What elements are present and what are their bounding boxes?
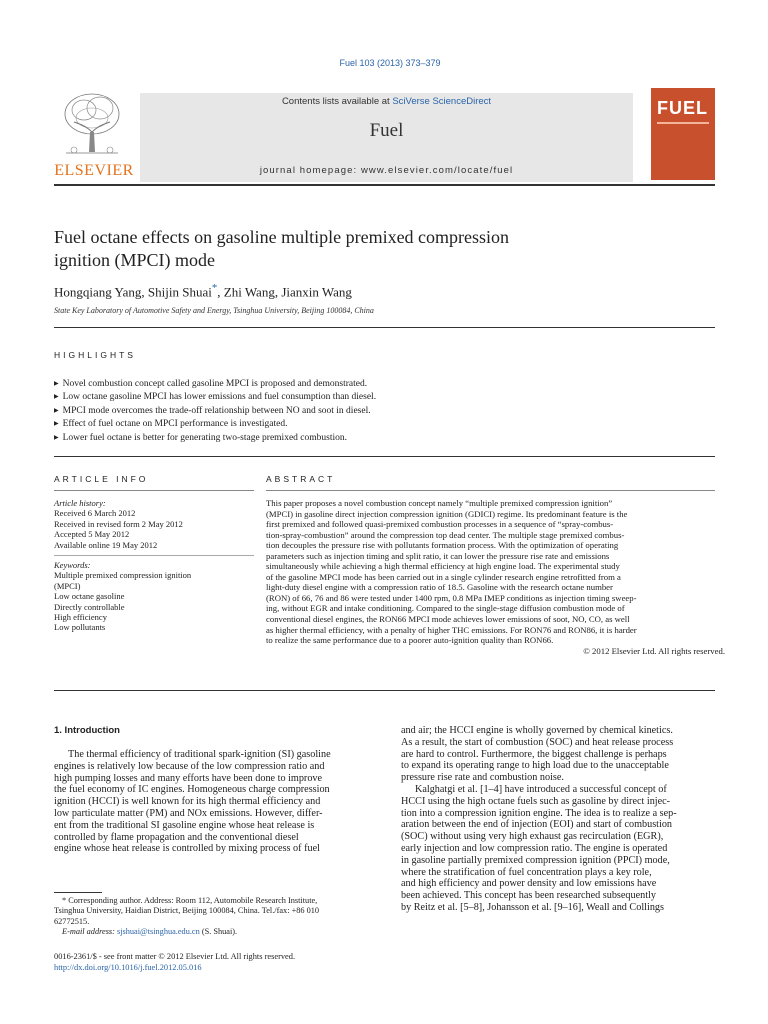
abstract-rule (266, 490, 715, 491)
intro-right-column (401, 725, 726, 914)
highlight-item: ▶ Low octane gasoline MPCI has lower emissions and fuel consumption than diesel. (54, 391, 376, 404)
abstract-heading: ABSTRACT (266, 474, 336, 484)
history-received: Received 6 March 2012 (54, 508, 136, 519)
keywords-label: Keywords: (54, 560, 91, 571)
keyword-item: High efficiency (54, 612, 107, 623)
footnote-line: * Corresponding author. Address: Room 112, Automobile Research Institute, (62, 896, 318, 905)
title-rule (54, 327, 715, 328)
abstract-line: of the gasoline MPCI mode has been carried out in a single cylinder research engine retrofitted from a (266, 571, 621, 582)
article-info (54, 498, 254, 633)
abstract-body (266, 498, 725, 656)
paragraph-line: controlled by flame propagation and the conventional diesel (54, 831, 299, 843)
highlights-heading: HIGHLIGHTS (54, 350, 136, 360)
paragraph-line: low particulate matter (PM) and NOx emissions. However, differ- (54, 807, 323, 819)
footnote-line: Tsinghua University, Haidian District, Beijing 100084, China. Tel./fax: +86 010 (54, 906, 320, 916)
abstract-line: tion decouples the pressure rise with pollutants formation process. With the optimization of operating (266, 540, 619, 551)
paragraph-line: pressure rise rate and combustion noise. (401, 772, 564, 784)
paragraph-line: Kalghatgi et al. [1–4] have introduced a successful concept of (415, 783, 667, 795)
elsevier-tree-icon (62, 92, 122, 158)
sciencedirect-link[interactable]: SciVerse ScienceDirect (392, 96, 492, 107)
affiliation: State Key Laboratory of Automotive Safety and Energy, Tsinghua University, Beijing 100084, China (54, 306, 374, 315)
keyword-item: Directly controllable (54, 601, 125, 612)
doi-link[interactable]: http://dx.doi.org/10.1016/j.fuel.2012.05.016 (54, 962, 202, 972)
abstract-line: light-duty diesel engine with a compression ratio of 18.5. Gasoline with the research octane number (266, 582, 613, 593)
intro-left-column (54, 749, 379, 855)
abstract-line: simultaneously while achieving a high thermal efficiency at high engine load. The experimental study (266, 561, 620, 572)
front-matter-rule (54, 690, 715, 691)
title-line-2: ignition (MPCI) mode (54, 250, 215, 270)
abstract-line: (MPCI) in gasoline direct injection compression ignition (GDICI) regime. Its predominant feature is the (266, 508, 628, 519)
abstract-line: This paper proposes a novel combustion concept namely “multiple premixed compression ignition” (266, 498, 613, 508)
keyword-item: Multiple premixed compression ignition (54, 570, 192, 581)
abstract-line: conventional diesel engines, the RON66 MPCI mode achieves lower emissions of soot, NO, CO, as well (266, 614, 630, 625)
keywords-divider (54, 555, 254, 556)
highlight-item: ▶ Novel combustion concept called gasoline MPCI is proposed and demonstrated. (54, 378, 376, 391)
abstract-line: to realize the same performance due to a poorer auto-ignition quality than RON66. (266, 635, 554, 646)
issn-line: 0016-2361/$ - see front matter © 2012 Elsevier Ltd. All rights reserved. (54, 952, 296, 961)
highlight-item: ▶ Lower fuel octane is better for generating two-stage premixed combustion. (54, 432, 376, 445)
paragraph-line: and air; the HCCI engine is wholly governed by chemical kinetics. (401, 725, 673, 736)
paragraph-line: (SOC) without using very high exhaust gas recirculation (EGR), (401, 831, 664, 843)
paragraph-line: are hard to control. Furthermore, the biggest challenge is perhaps (401, 748, 667, 760)
title-line-1: Fuel octane effects on gasoline multiple premixed compression (54, 227, 510, 247)
footnote-line: 62772515. (54, 916, 90, 926)
history-accepted: Accepted 5 May 2012 (54, 529, 130, 540)
email-suffix: (S. Shuai). (199, 927, 238, 937)
contents-prefix: Contents lists available at (281, 96, 393, 107)
section-heading-introduction: 1. Introduction (54, 725, 120, 736)
abstract-line: parameters such as injection timing and split ratio, it can lower the pressure rise rate and emissions (266, 550, 610, 561)
corresponding-author-footnote (54, 896, 379, 938)
article-info-rule (54, 490, 254, 491)
history-online: Available online 19 May 2012 (54, 539, 158, 550)
paragraph-line: in gasoline partially premixed compression ignition (PPCI) mode, (401, 854, 670, 866)
journal-citation[interactable]: Fuel 103 (2013) 373–379 (339, 58, 441, 68)
paragraph-line: tion into a compression ignition engine. The idea is to realize a sep- (401, 807, 677, 819)
paragraph-line: the fuel economy of IC engines. Homogeneous charge compression (54, 784, 330, 796)
keyword-item: Low octane gasoline (54, 591, 125, 602)
abstract-line: tion-spray-combustion” around the compression top dead center. The multiple stage premixed combus- (266, 529, 625, 540)
abstract-line: first premixed and followed quasi-premixed combustion processes in a sequence of “spray-combus- (266, 519, 614, 530)
paragraph-line: ent from the traditional SI gasoline engine whose heat release is (54, 819, 315, 831)
article-info-heading: ARTICLE INFO (54, 474, 149, 484)
paragraph-line: where the stratification of fuel concentration plays a key role, (401, 866, 652, 878)
abstract-line: as higher thermal efficiency, with a penalty of higher THC emissions. For RON76 and RON86, it is harder (266, 624, 637, 635)
article-title (54, 226, 674, 272)
paragraph-line: HCCI using the high octane fuels such as gasoline by direct injec- (401, 795, 671, 807)
paragraph-line: and high efficiency and power density and low emissions have (401, 878, 657, 890)
authors-rest: , Zhi Wang, Jianxin Wang (217, 284, 352, 300)
highlight-item: ▶ Effect of fuel octane on MPCI performance is investigated. (54, 418, 376, 431)
journal-cover-thumbnail (651, 88, 715, 180)
keyword-item: Low pollutants (54, 622, 106, 633)
footnote-rule (54, 892, 102, 893)
paragraph-line: aration between the end of injection (EOI) and start of combustion (401, 819, 673, 831)
paragraph-line: been achieved. This concept has been researched subsequently (401, 890, 656, 902)
highlights-rule (54, 456, 715, 457)
cover-stripe (657, 122, 709, 124)
email-label: E-mail address: (62, 927, 117, 937)
author-email-link[interactable]: sjshuai@tsinghua.edu.cn (117, 927, 200, 937)
paragraph-line: engine whose heat release is controlled by mixing process of fuel (54, 843, 320, 855)
paragraph-line: engines is relatively low because of the low compression ratio and (54, 760, 325, 772)
elsevier-logo (54, 88, 134, 180)
history-revised: Received in revised form 2 May 2012 (54, 518, 183, 529)
authors-first: Hongqiang Yang, Shijin Shuai (54, 284, 212, 300)
paragraph-line: early injection and low compression ratio. The engine is operated (401, 842, 668, 854)
contents-availability (140, 96, 633, 107)
publisher-wordmark: ELSEVIER (54, 162, 134, 179)
paragraph-line: ignition (HCCI) is well known for its high thermal efficiency and (54, 796, 321, 808)
masthead-rule (54, 184, 715, 186)
history-label: Article history: (54, 498, 106, 508)
keyword-item: (MPCI) (54, 580, 81, 591)
highlights-list (54, 378, 376, 445)
journal-name: Fuel (369, 120, 404, 141)
abstract-copyright: © 2012 Elsevier Ltd. All rights reserved. (583, 645, 725, 656)
page-footer (54, 952, 295, 973)
journal-homepage[interactable]: journal homepage: www.elsevier.com/locate/fuel (259, 165, 514, 176)
paragraph-line: to expand its operating range to high load due to the unacceptable (401, 760, 669, 772)
paragraph-line: The thermal efficiency of traditional spark-ignition (SI) gasoline (68, 749, 331, 760)
paragraph-line: As a result, the start of combustion (SOC) and heat release process (401, 736, 674, 748)
paragraph-line: by Reitz et al. [5–8], Johansson et al. [9–16], Weall and Collings (401, 901, 664, 913)
abstract-line: (RON) of 66, 76 and 86 were tested under 1400 rpm, 0.8 MPa IMEP conditions as injection timing sweep- (266, 592, 637, 603)
corresponding-author-mark[interactable]: * (211, 282, 218, 294)
paragraph-line: high pumping losses and many efforts have been done to improve (54, 772, 323, 784)
cover-title: FUEL (657, 98, 708, 118)
abstract-line: ing, without EGR and intake conditioning. Compared to the single-stage diffusion combustion mode of (266, 603, 625, 614)
highlight-item: ▶ MPCI mode overcomes the trade-off relationship between NO and soot in diesel. (54, 405, 376, 418)
author-list (54, 282, 352, 300)
